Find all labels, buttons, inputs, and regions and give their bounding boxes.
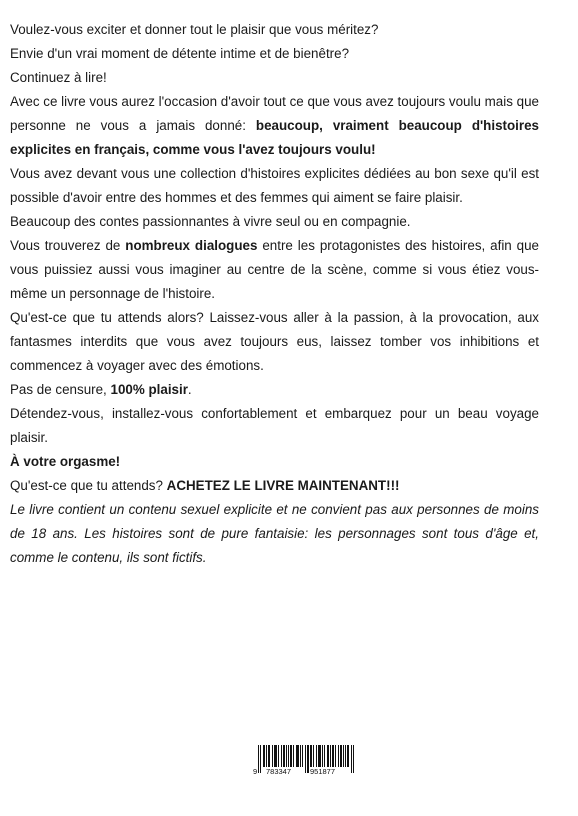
barcode-bar <box>283 745 284 767</box>
barcode-bar <box>347 745 348 767</box>
barcode-bar <box>274 745 275 767</box>
barcode-bar <box>341 745 342 767</box>
barcode-bar <box>298 745 299 767</box>
barcode-bar <box>318 745 319 767</box>
barcode-bar <box>322 745 323 767</box>
paragraph-1-bold: beaucoup, vraiment beaucoup d'histoires explicites en français, comme vous l'avez toujours voulu! <box>10 118 539 157</box>
barcode-bar <box>288 745 289 767</box>
paragraph-2: Vous avez devant vous une collection d'histoires explicites dédiées au bon sexe qu'il est possible d'avoir entre des hommes et des femmes qui aiment se faire plaisir. <box>10 166 539 205</box>
intro-line-1: Voulez-vous exciter et donner tout le plaisir que vous méritez? <box>10 22 379 37</box>
barcode-bar <box>313 745 314 767</box>
barcode-group-1: 783347 <box>266 767 292 776</box>
paragraph-4-bold: nombreux dialogues <box>125 238 258 253</box>
disclaimer: Le livre contient un contenu sexuel explicite et ne convient pas aux personnes de moins de 18 ans. Les histoires sont de pure fantaisie: les personnages sont tous d'âge et, comme le contenu, ils sont fictifs. <box>10 502 539 565</box>
paragraph-6 <box>10 378 539 402</box>
paragraph-9 <box>10 474 539 498</box>
barcode-bar <box>316 745 317 767</box>
intro-line-2: Envie d'un vrai moment de détente intime et de bienêtre? <box>10 46 350 61</box>
paragraph-6-after: . <box>187 382 192 397</box>
barcode-bar <box>272 745 273 767</box>
barcode-bar <box>311 745 312 767</box>
barcode-bar <box>340 745 341 767</box>
barcode-bar <box>266 745 267 767</box>
barcode-bar <box>348 745 349 767</box>
intro-line-3: Continuez à lire! <box>10 70 107 85</box>
paragraph-1-text: Avec ce livre vous aurez l'occasion d'avoir tout ce que vous avez toujours voulu mais que personne ne vous a jamais donné: <box>10 94 539 133</box>
back-cover-text <box>10 18 539 570</box>
barcode-bar <box>343 745 344 767</box>
barcode-group-2: 951877 <box>310 767 336 776</box>
barcode-bar <box>263 745 264 767</box>
paragraph-9-before: Qu'est-ce que tu attends? <box>10 478 167 493</box>
paragraph-4-before: Vous trouverez de <box>10 238 126 253</box>
barcode-bar <box>297 745 298 767</box>
barcode-bar <box>269 745 270 767</box>
barcode-bar <box>291 745 292 767</box>
barcode-bar <box>338 745 339 767</box>
isbn-barcode <box>252 745 356 777</box>
barcode-bar <box>335 745 336 767</box>
paragraph-3: Beaucoup des contes passionnantes à vivre seul ou en compagnie. <box>10 214 411 229</box>
paragraph-4 <box>10 234 539 306</box>
paragraph-9-bold: ACHETEZ LE LIVRE MAINTENANT!!! <box>166 478 400 493</box>
barcode-bar <box>290 745 291 767</box>
barcode-bar <box>264 745 265 767</box>
barcode-bar <box>310 745 311 767</box>
barcode-bar <box>302 745 303 767</box>
paragraph-4-after: entre les protagonistes des histoires, afin que vous puissiez aussi vous imaginer au centre de la scène, comme si vous étiez vous-même un personnage de l'histoire. <box>10 238 540 301</box>
paragraph-5: Qu'est-ce que tu attends alors? Laissez-vous aller à la passion, à la provocation, aux fantasmes interdits que vous avez toujours eus, laissez tomber vos inhibitions et commencez à voyager avec des émotions. <box>10 310 539 373</box>
barcode-bar <box>296 745 297 767</box>
barcode-bar <box>275 745 276 767</box>
barcode-bar <box>333 745 334 767</box>
barcode-bar <box>278 745 279 767</box>
barcode-digits <box>252 767 356 777</box>
barcode-bar <box>332 745 333 767</box>
barcode-bar <box>268 745 269 767</box>
barcode-bar <box>345 745 346 767</box>
barcode-bar <box>281 745 282 767</box>
barcode-bar <box>300 745 301 767</box>
barcode-bar <box>320 745 321 767</box>
paragraph-8: À votre orgasme! <box>10 454 121 469</box>
paragraph-1 <box>10 90 539 162</box>
barcode-bar <box>328 745 329 767</box>
paragraph-6-before: Pas de censure, <box>10 382 111 397</box>
barcode-bar <box>293 745 294 767</box>
barcode-bar <box>286 745 287 767</box>
barcode-bar <box>324 745 325 767</box>
paragraph-7: Détendez-vous, installez-vous confortablement et embarquez pour un beau voyage plaisir. <box>10 406 539 445</box>
paragraph-6-bold: 100% plaisir <box>110 382 188 397</box>
barcode-bar <box>330 745 331 767</box>
barcode-bar <box>276 745 277 767</box>
barcode-bar <box>284 745 285 767</box>
barcode-bar <box>319 745 320 767</box>
barcode-lead-digit: 9 <box>253 767 258 776</box>
barcode-bar <box>327 745 328 767</box>
